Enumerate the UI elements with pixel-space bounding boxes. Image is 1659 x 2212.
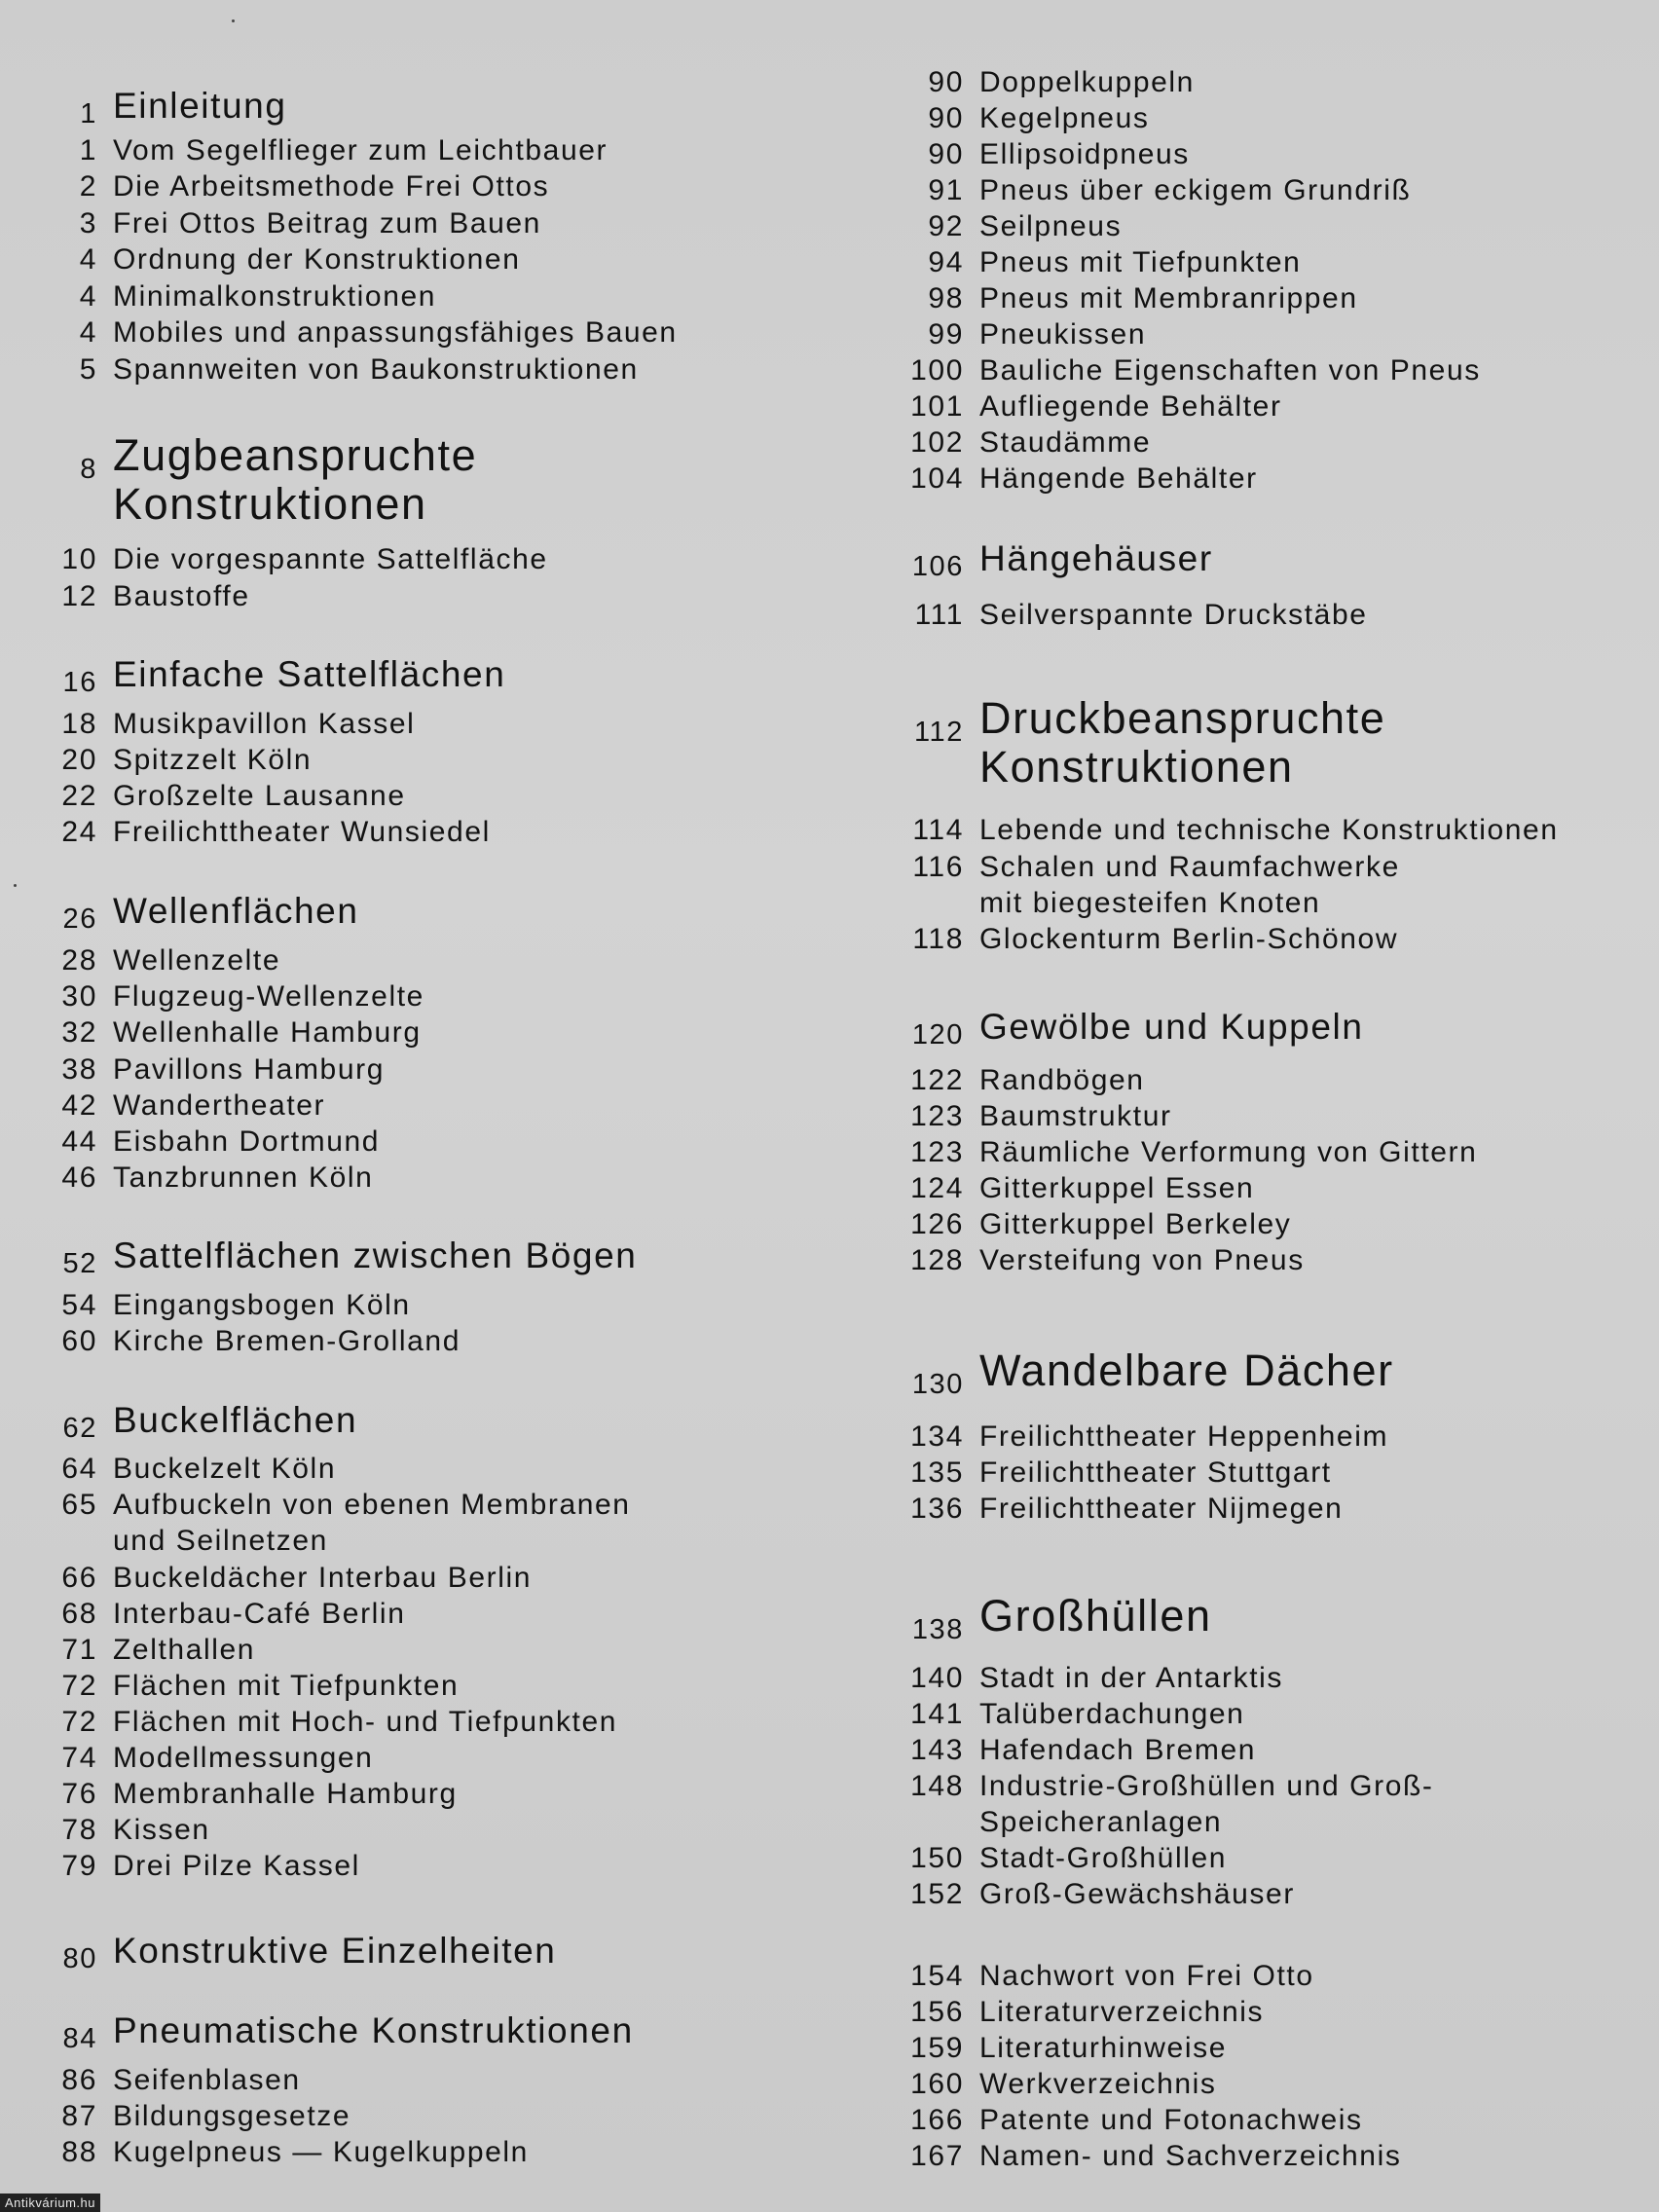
entry-title: Die vorgespannte Sattelfläche [113,543,548,575]
entry-title: Flächen mit Hoch- und Tiefpunkten [113,1706,618,1738]
page-number: 138 [911,1614,964,1645]
entry-title: Ordnung der Konstruktionen [113,243,521,276]
entry-title: Pneus mit Tiefpunkten [979,246,1302,278]
page-number: 128 [910,1244,964,1276]
page-number: 22 [61,780,97,812]
page-number: 154 [910,1960,964,1992]
page-number: 106 [911,551,964,582]
entry-title: Kegelpneus [979,102,1150,134]
entry-title: Doppelkuppeln [979,66,1195,98]
page-number: 62 [62,1413,97,1444]
entry-title: Versteifung von Pneus [979,1244,1305,1276]
page-number: 92 [928,210,964,242]
page-number: 74 [61,1742,97,1774]
entry-title: Nachwort von Frei Otto [979,1960,1314,1992]
entry-title: Groß-Gewächshäuser [979,1878,1295,1910]
entry-title: Speicheranlagen [979,1806,1223,1838]
page-number: 24 [61,816,97,848]
page-number: 111 [914,599,964,631]
entry-title: Hafendach Bremen [979,1734,1257,1766]
entry-title: Kugelpneus — Kugelkuppeln [113,2136,529,2168]
entry-title: Einleitung [113,86,287,126]
entry-title: Pneumatische Konstruktionen [113,2010,634,2050]
page-number: 64 [61,1453,97,1485]
page-number: 18 [61,708,97,740]
page-number: 101 [910,390,964,423]
entry-title: Freilichttheater Wunsiedel [113,816,491,848]
page-number: 8 [80,454,97,485]
page-number: 1 [79,134,97,166]
page-number: 54 [61,1289,97,1321]
page-number: 16 [62,667,97,698]
page-number: 100 [910,354,964,387]
entry-title: Seilverspannte Druckstäbe [979,599,1368,631]
entry-title: Flugzeug-Wellenzelte [113,980,424,1013]
page-number: 80 [62,1943,97,1974]
page-number: 94 [928,246,964,278]
entry-title: Pneus mit Membranrippen [979,282,1358,314]
page-number: 42 [61,1089,97,1122]
entry-title: Wellenflächen [113,891,359,931]
page-number: 60 [61,1325,97,1357]
entry-title: Kirche Bremen-Grolland [113,1325,461,1357]
entry-title: Konstruktive Einzelheiten [113,1931,557,1971]
entry-title: Gitterkuppel Essen [979,1172,1255,1204]
page-number: 66 [61,1562,97,1594]
page-number: 72 [61,1706,97,1738]
page-number: 152 [910,1878,964,1910]
page-number: 84 [62,2023,97,2054]
entry-title: Spitzzelt Köln [113,744,313,776]
entry-title: Freilichttheater Nijmegen [979,1493,1344,1525]
page-number: 160 [910,2068,964,2100]
page-number: 88 [61,2136,97,2168]
page-number: 135 [910,1456,964,1489]
page-number: 52 [62,1248,97,1279]
entry-title: Aufliegende Behälter [979,390,1282,423]
entry-title: Eisbahn Dortmund [113,1125,381,1158]
entry-title: Talüberdachungen [979,1698,1245,1730]
page-number: 124 [910,1172,964,1204]
entry-title: Wandertheater [113,1089,326,1122]
page-number: 116 [912,851,964,883]
page-number: 1 [80,98,97,129]
entry-title: mit biegesteifen Knoten [979,887,1321,919]
page-number: 141 [910,1698,964,1730]
entry-title: Musikpavillon Kassel [113,708,416,740]
page-number: 5 [79,353,97,386]
page-number: 86 [61,2064,97,2096]
entry-title: Ellipsoidpneus [979,138,1190,170]
entry-title: Kissen [113,1814,210,1846]
entry-title: Die Arbeitsmethode Frei Ottos [113,170,550,203]
entry-title: Aufbuckeln von ebenen Membranen [113,1489,631,1521]
page-number: 4 [79,316,97,349]
page-number: 26 [62,903,97,935]
entry-title: Pneus über eckigem Grundriß [979,174,1412,206]
entry-title: Buckeldächer Interbau Berlin [113,1562,533,1594]
entry-title: Literaturverzeichnis [979,1996,1265,2028]
entry-title: Literaturhinweise [979,2032,1227,2064]
page-number: 46 [61,1161,97,1194]
page-number: 90 [928,138,964,170]
entry-title: Bildungsgesetze [113,2100,351,2132]
page-number: 76 [61,1778,97,1810]
page-number: 90 [928,102,964,134]
page-number: 143 [910,1734,964,1766]
page-number: 4 [79,280,97,313]
entry-title: und Seilnetzen [113,1525,328,1557]
entry-title: Vom Segelflieger zum Leichtbauer [113,134,608,166]
page-number: 123 [910,1136,964,1168]
page-number: 114 [912,814,964,846]
entry-title: Stadt in der Antarktis [979,1662,1284,1694]
page-number: 79 [61,1850,97,1882]
page-number: 38 [61,1053,97,1086]
entry-title: Sattelflächen zwischen Bögen [113,1235,638,1275]
page-number: 140 [910,1662,964,1694]
page-number: 150 [910,1842,964,1874]
speck [232,19,235,22]
page-number: 102 [910,426,964,459]
page-number: 91 [928,174,964,206]
entry-title: Zugbeanspruchte Konstruktionen [113,430,478,529]
speck [14,884,17,887]
entry-title: Werkverzeichnis [979,2068,1217,2100]
page-number: 3 [79,207,97,240]
entry-title: Großhüllen [979,1591,1212,1641]
entry-title: Drei Pilze Kassel [113,1850,360,1882]
entry-title: Spannweiten von Baukonstruktionen [113,353,639,386]
entry-title: Freilichttheater Stuttgart [979,1456,1332,1489]
page-number: 90 [928,66,964,98]
entry-title: Schalen und Raumfachwerke [979,851,1400,883]
entry-title: Seifenblasen [113,2064,301,2096]
page-number: 71 [61,1634,97,1666]
entry-title: Wellenhalle Hamburg [113,1016,422,1049]
page-number: 159 [910,2032,964,2064]
page-number: 32 [61,1016,97,1049]
page-number: 72 [61,1670,97,1702]
page-number: 78 [61,1814,97,1846]
page-number: 28 [61,944,97,977]
entry-title: Tanzbrunnen Köln [113,1161,374,1194]
page-number: 65 [61,1489,97,1521]
entry-title: Hängehäuser [979,538,1213,578]
page-number: 87 [61,2100,97,2132]
entry-title: Druckbeanspruchte Konstruktionen [979,693,1386,792]
entry-title: Lebende und technische Konstruktionen [979,814,1559,846]
entry-title: Mobiles und anpassungsfähiges Bauen [113,316,678,349]
page-number: 2 [79,170,97,203]
entry-title: Wandelbare Dächer [979,1346,1394,1395]
entry-title: Buckelzelt Köln [113,1453,337,1485]
page-number: 123 [910,1100,964,1132]
page-number: 166 [910,2104,964,2136]
entry-title: Hängende Behälter [979,462,1258,495]
entry-title: Modellmessungen [113,1742,374,1774]
entry-title: Seilpneus [979,210,1123,242]
page-number: 120 [911,1019,964,1051]
page-number: 126 [910,1208,964,1240]
entry-title: Minimalkonstruktionen [113,280,437,313]
page-number: 134 [910,1420,964,1453]
page-number: 20 [61,744,97,776]
entry-title: Industrie-Großhüllen und Groß- [979,1770,1434,1802]
watermark: Antikvárium.hu [0,2194,100,2212]
entry-title: Pavillons Hamburg [113,1053,385,1086]
page-number: 167 [910,2140,964,2172]
page-number: 30 [61,980,97,1013]
entry-title: Gewölbe und Kuppeln [979,1007,1364,1047]
entry-title: Staudämme [979,426,1152,459]
entry-title: Baustoffe [113,580,250,612]
entry-title: Räumliche Verformung von Gittern [979,1136,1478,1168]
page-number: 148 [910,1770,964,1802]
page-number: 44 [61,1125,97,1158]
page-number: 12 [61,580,97,612]
entry-title: Buckelflächen [113,1400,358,1440]
page-number: 4 [79,243,97,276]
entry-title: Membranhalle Hamburg [113,1778,458,1810]
page-number: 118 [912,923,964,955]
entry-title: Interbau-Café Berlin [113,1598,406,1630]
entry-title: Frei Ottos Beitrag zum Bauen [113,207,541,240]
page-number: 10 [61,543,97,575]
entry-title: Zelthallen [113,1634,256,1666]
page-number: 112 [913,717,964,748]
entry-title: Pneukissen [979,318,1147,350]
page-number: 136 [910,1493,964,1525]
entry-title: Gitterkuppel Berkeley [979,1208,1292,1240]
entry-title: Bauliche Eigenschaften von Pneus [979,354,1481,387]
page-number: 104 [910,462,964,495]
entry-title: Eingangsbogen Köln [113,1289,411,1321]
entry-title: Großzelte Lausanne [113,780,406,812]
page-number: 98 [928,282,964,314]
page-number: 122 [910,1064,964,1096]
entry-title: Freilichttheater Heppenheim [979,1420,1389,1453]
entry-title: Patente und Fotonachweis [979,2104,1363,2136]
entry-title: Stadt-Großhüllen [979,1842,1228,1874]
page-number: 99 [928,318,964,350]
entry-title: Namen- und Sachverzeichnis [979,2140,1402,2172]
page-number: 130 [911,1369,964,1400]
page-number: 156 [910,1996,964,2028]
entry-title: Randbögen [979,1064,1145,1096]
entry-title: Flächen mit Tiefpunkten [113,1670,460,1702]
entry-title: Baumstruktur [979,1100,1172,1132]
entry-title: Einfache Sattelflächen [113,654,506,694]
page-number: 68 [61,1598,97,1630]
entry-title: Glockenturm Berlin-Schönow [979,923,1399,955]
entry-title: Wellenzelte [113,944,281,977]
